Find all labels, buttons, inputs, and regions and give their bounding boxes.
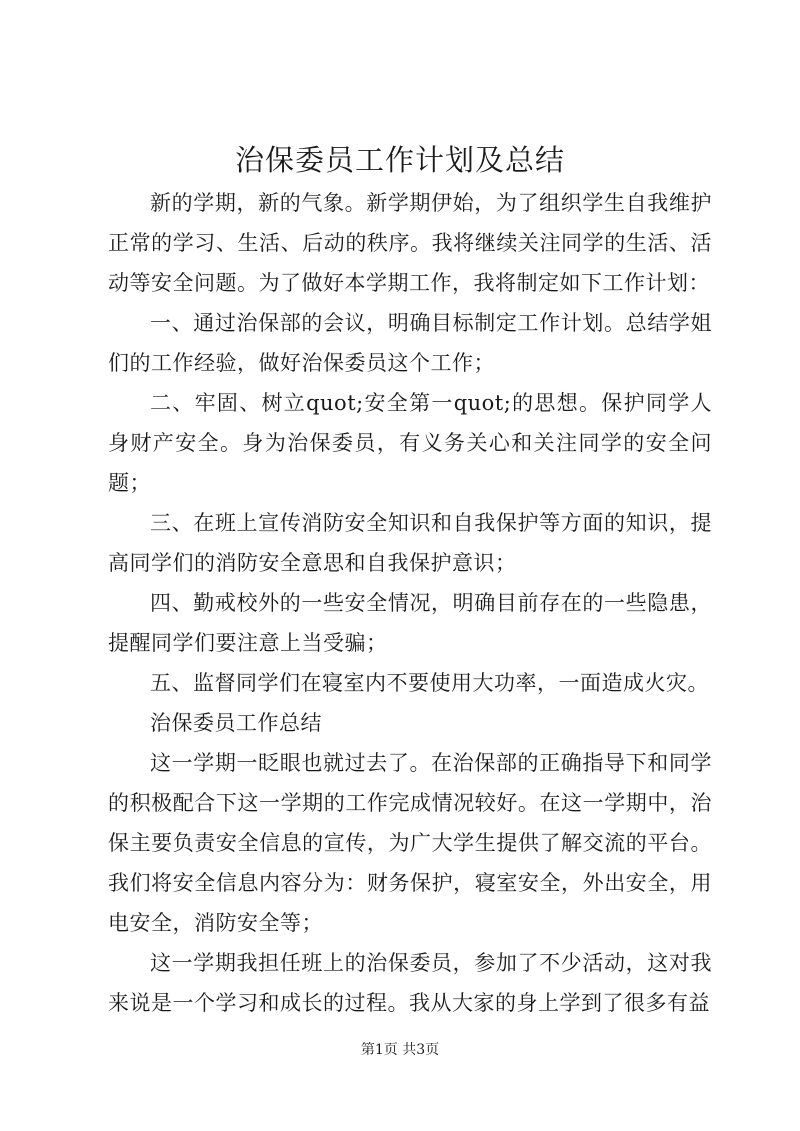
paragraph-plan-3: 三、在班上宣传消防安全知识和自我保护等方面的知识，提高同学们的消防安全意思和自我保护意识； [108,511,712,575]
section-heading-summary: 治保委员工作总结 [150,711,322,735]
document-body [108,183,712,1023]
paragraph-plan-4: 四、勤戒校外的一些安全情况，明确目前存在的一些隐患，提醒同学们要注意上当受骗； [108,591,712,655]
paragraph-plan-5: 五、监督同学们在寝室内不要使用大功率，一面造成火灾。 [150,671,709,695]
document-title: 治保委员工作计划及总结 [234,143,565,177]
paragraph-intro: 新的学期，新的气象。新学期伊始，为了组织学生自我维护正常的学习、生活、后动的秩序。我将继续关注同学的生活、活动等安全问题。为了做好本学期工作，我将制定如下工作计划： [108,191,712,295]
paragraph-summary-1: 这一学期一眨眼也就过去了。在治保部的正确指导下和同学的积极配合下这一学期的工作完成情况较好。在这一学期中，治保主要负责安全信息的宣传，为广大学生提供了解交流的平台。我们将安全信息内容分为：财务保护，寝室安全，外出安全，用电安全，消防安全等； [108,751,712,935]
paragraph-plan-1: 一、通过治保部的会议，明确目标制定工作计划。总结学姐们的工作经验，做好治保委员这个工作； [108,311,712,375]
page-number-footer: 第1页 共3页 [360,1042,440,1058]
paragraph-plan-2: 二、牢固、树立quot;安全第一quot;的思想。保护同学人身财产安全。身为治保委员，有义务关心和关注同学的安全问题； [108,391,712,495]
paragraph-summary-2: 这一学期我担任班上的治保委员，参加了不少活动，这对我来说是一个学习和成长的过程。我从大家的身上学到了很多有益 [108,951,712,1015]
